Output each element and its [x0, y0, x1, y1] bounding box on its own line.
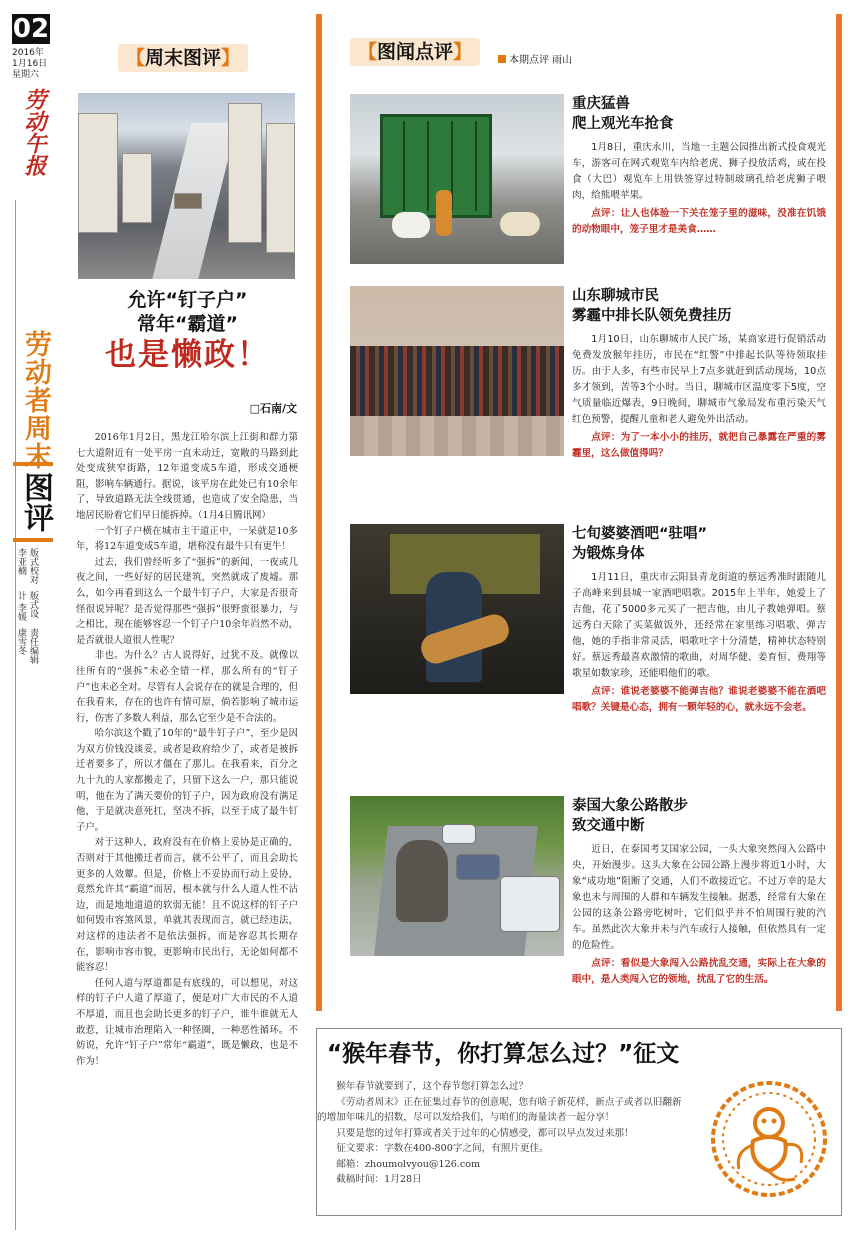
story-comment: 点评：谁说老婆婆不能弹吉他？谁说老婆婆不能在酒吧唱歌？关键是心态，拥有一颗年轻的心，就永远不会老。: [572, 686, 826, 713]
story-text: [572, 286, 826, 462]
story-title-line: 雾霾中排长队领免费挂历: [572, 308, 732, 324]
story-title-line: 重庆猛兽: [572, 96, 630, 112]
editor-note-text: 本期点评 雨山: [509, 55, 573, 66]
story-body: 1月10日，山东聊城市人民广场，某商家进行促销活动免费发放猴年挂历，市民在“红警”中排起长队等待领取挂历。由于人多，有些市民早上7点多就赶到活动现场，10点多才领到，苦等3个小时。当日，聊城市区温度零下5度，空气质量临近爆表，9日晚间，聊城市气象局发布重污染天气红色预警，提醒儿童和老人避免外出活动。: [572, 334, 826, 425]
photo-building: [266, 123, 295, 253]
essay-paragraph: 对于这种人，政府没有在价格上妥协是正确的，否则对于其他搬迁者而言，就不公平了，而且会助长更多的人效颦。但是，价格上不妥协而行动上妥协，竟然允许其“霸道”而居，根本就与什么人道人性不沾边，而是地地道道的软弱无能！且不说这样的钉子户如何毁市容煞风景，单就其表现而言，就已经违法，对这样的违法者不是依法强拆，而是容忍其长期存在，影响市容市貌，更影响市民出行，无论如何都不能容忍！: [76, 837, 298, 974]
story-title: [572, 94, 826, 134]
essay-paragraph: 过去，我们曾经听多了“强拆”的新闻，一夜或几夜之间，一些好好的居民建筑，突然就成了废墟。那么，如今再看到这么一个最牛钉子户，大家是否很奇怪很说异呢？是否觉得那些“强拆”很野蛮很暴力，与之相比，现在能够容忍一个钉子户10余年岿然不动，是否就很人道很人性呢？: [76, 556, 298, 646]
story-title-line: 七旬婆婆酒吧“驻唱”: [572, 526, 708, 542]
photo-elephant: [396, 840, 448, 922]
photo-white-tiger: [392, 212, 430, 238]
square-icon: [498, 55, 506, 63]
credit-designer: 版式设计 李媛: [16, 590, 38, 621]
photo-car: [442, 824, 476, 844]
essay-call-body: [317, 1079, 689, 1188]
call-line: 《劳动者周末》正在征集过春节的创意呢，您有啥子新花样，新点子或者以旧翻新的增加年味儿的招数，尽可以发给我们，与咱们的海量读者一起分享！: [317, 1096, 682, 1123]
left-rail: [0, 0, 70, 1241]
headline-line-2: 常年“霸道”: [137, 313, 238, 335]
photo-building: [228, 103, 262, 243]
story-title: [572, 286, 826, 326]
date-day: 1月16日: [12, 59, 48, 69]
photo-queue: [350, 346, 564, 416]
masthead-logo: 劳动午报: [21, 88, 47, 176]
elephant-road-photo: [350, 796, 564, 956]
credit-proofreader: 版式校对 李亚楠: [16, 548, 38, 584]
date-weekday: 星期六: [12, 70, 40, 80]
essay-paragraph: 一个钉子户横在城市主干道正中，一呆就是10多年，将12车道变成5车道，堪称没有最牛只有更牛！: [76, 525, 298, 553]
essay-paragraph: 2016年1月2日，黑龙江哈尔滨上江街和群力第七大道附近有一处平房一直未动迁，宽敞的马路到此处变成狭窄街路，12年道变成5车道，形成交通梗阻，影响车辆通行。据说，该平房在此处已有10余年了，导致道路无法全线贯通，也造成了安全隐患，当地居民盼着它们早日能拆掉。（1月4日腾讯网）: [76, 432, 298, 521]
bar-singer-photo: [350, 524, 564, 694]
nail-house-road-photo: [78, 93, 295, 279]
photo-car: [500, 876, 560, 932]
call-line: 只要是您的过年打算或者关于过年的心情感受，都可以早点发过来那！: [336, 1127, 634, 1139]
photo-car: [456, 854, 500, 880]
essay-paragraph: 非也。为什么？古人说得好，过犹不及。就像以往所有的“强拆”未必全错一样，那么所有的“钉子户”也未必全对。尽管有人会说存在的就是合理的，但在我看来，存在的也许有情可原，倘若影响了城市运行，伤害了多数人利益，那么它至少是不合法的。: [76, 650, 298, 724]
story-title-line: 泰国大象公路散步: [572, 798, 688, 814]
credit-editor: 责任编辑 康雪冬: [16, 627, 38, 664]
editor-note: [498, 54, 572, 68]
photo-news-header-text: 图闻点评: [377, 41, 454, 63]
essay-call-title: “猴年春节，你打算怎么过？”征文: [327, 1041, 680, 1067]
headline-line-1: 允许“钉子户”: [127, 289, 248, 311]
story-title-line: 致交通中断: [572, 818, 645, 834]
date-year: 2016年: [12, 48, 44, 58]
page-number: 02: [12, 14, 50, 44]
editor-credits: [15, 548, 39, 668]
essay-paragraph: 哈尔滨这个戳了10年的“最牛钉子户”，至少是因为双方价钱没谈妥，或者是政府给少了，或者是被拆迁者要多了，所以才僵在了那儿。在我看来，百分之九十九的人家都搬走了，只留下这么一户，那只能说明，他在为了满天要价的钉子户，因为政府没有满足他，于是就决意死扛，坚决不拆，以至于成了最牛钉子户。: [76, 728, 298, 833]
headline-line-3: 也是懒政！: [105, 337, 270, 373]
photo-news-header: 【图闻点评】: [350, 38, 480, 66]
story-title-line: 山东聊城市民: [572, 288, 659, 304]
photo-nail-house: [174, 193, 202, 209]
issue-date: [12, 48, 56, 81]
photo-news-frame: [316, 14, 842, 1011]
story-comment: 点评：为了一本小小的挂历，就把自己暴露在严重的雾霾里，这么做值得吗？: [572, 432, 826, 459]
weekend-commentary-header: 【周末图评】: [118, 44, 248, 72]
story-body: 1月11日，重庆市云阳县青龙街道的蔡远秀准时跟随儿子高峰来到县城一家酒吧唱歌。2015年上半年，她爱上了吉他，花了5000多元买了一把吉他，由儿子教她弹唱。蔡远秀白天除了买菜做饭外，还经常在家里练习唱歌、弹吉他，她的手指非常灵活，唱歌吐字十分清楚，精神状态特别好。蔡远秀最喜欢激情的歌曲，对周华健、姜育恒、费翔等歌星如数家珍，还能唱他们的歌。: [572, 572, 826, 679]
photo-tiger: [436, 190, 452, 236]
safari-bus-photo: [350, 94, 564, 264]
section-subtitle: 图评: [13, 462, 53, 542]
byline: □石南/文: [249, 402, 297, 415]
essay-call-box: [316, 1028, 842, 1216]
story-body: 1月8日，重庆永川，当地一主题公园推出新式投食观光车，游客可在网式观览车内给老虎、狮子投放活鸡，或在投食（大巴）观览车上用铁签穿过特制玻璃孔给老虎狮子喂肉，给熊喂苹果。: [572, 142, 826, 201]
photo-lion: [500, 212, 540, 236]
story-title-line: 为锻炼身体: [572, 546, 645, 562]
story-title: [572, 796, 826, 836]
story-comment: 点评：让人也体验一下关在笼子里的滋味，没准在饥饿的动物眼中，笼子里才是美食……: [572, 208, 826, 235]
call-line: 征文要求：字数在400-800字之间，有照片更佳。: [336, 1143, 549, 1154]
story-title: [572, 524, 826, 564]
call-line: 猴年春节就要到了，这个春节您打算怎么过？: [336, 1081, 529, 1092]
photo-plaza: [350, 416, 564, 456]
section-title: 劳动者周末: [20, 330, 51, 470]
story-text: [572, 524, 826, 716]
story-comment: 点评：看似是大象闯入公路扰乱交通，实际上在大象的眼中，是人类闯入它的领地，扰乱了它的生活。: [572, 958, 826, 985]
call-email[interactable]: 邮箱：zhoumolvyou@126.com: [336, 1158, 481, 1170]
smog-queue-photo: [350, 286, 564, 456]
weekend-commentary-header-text: 周末图评: [145, 47, 222, 69]
monkey-papercut-icon: [709, 1079, 829, 1199]
photo-building: [78, 113, 118, 233]
story-text: [572, 796, 826, 988]
commentary-headline: [70, 288, 305, 374]
story-body: 近日，在泰国考艾国家公园，一头大象突然闯入公路中央，开始漫步。这头大象在公园公路上漫步将近1小时，大象“成功地”阻断了交通，人们不敢接近它。不过万幸的是大象也未与周围的人群和车辆发生接触。据悉，经常有大象在公园的这条公路旁吃树叶，它们似乎并不怕周围行驶的汽车。虽然此次大象并未与汽车或行人接触，但依然具有一定的危险性。: [572, 844, 826, 951]
story-title-line: 爬上观光车抢食: [572, 116, 674, 132]
story-text: [572, 94, 826, 238]
commentary-body: [76, 430, 298, 1240]
photo-building: [122, 153, 152, 223]
essay-paragraph: 任何人道与厚道都是有底线的，可以想见，对这样的钉子户人道了厚道了，便是对广大市民的不人道不厚道，而且也会助长更多的钉子户，谁牛谁就无人敢惹，让城市治理陷入一种怪圈，一种恶性循环。不妨说，允许“钉子户”常年“霸道”，既是懒政，也是不作为！: [76, 977, 298, 1067]
call-deadline: 截稿时间：1月28日: [336, 1174, 422, 1185]
